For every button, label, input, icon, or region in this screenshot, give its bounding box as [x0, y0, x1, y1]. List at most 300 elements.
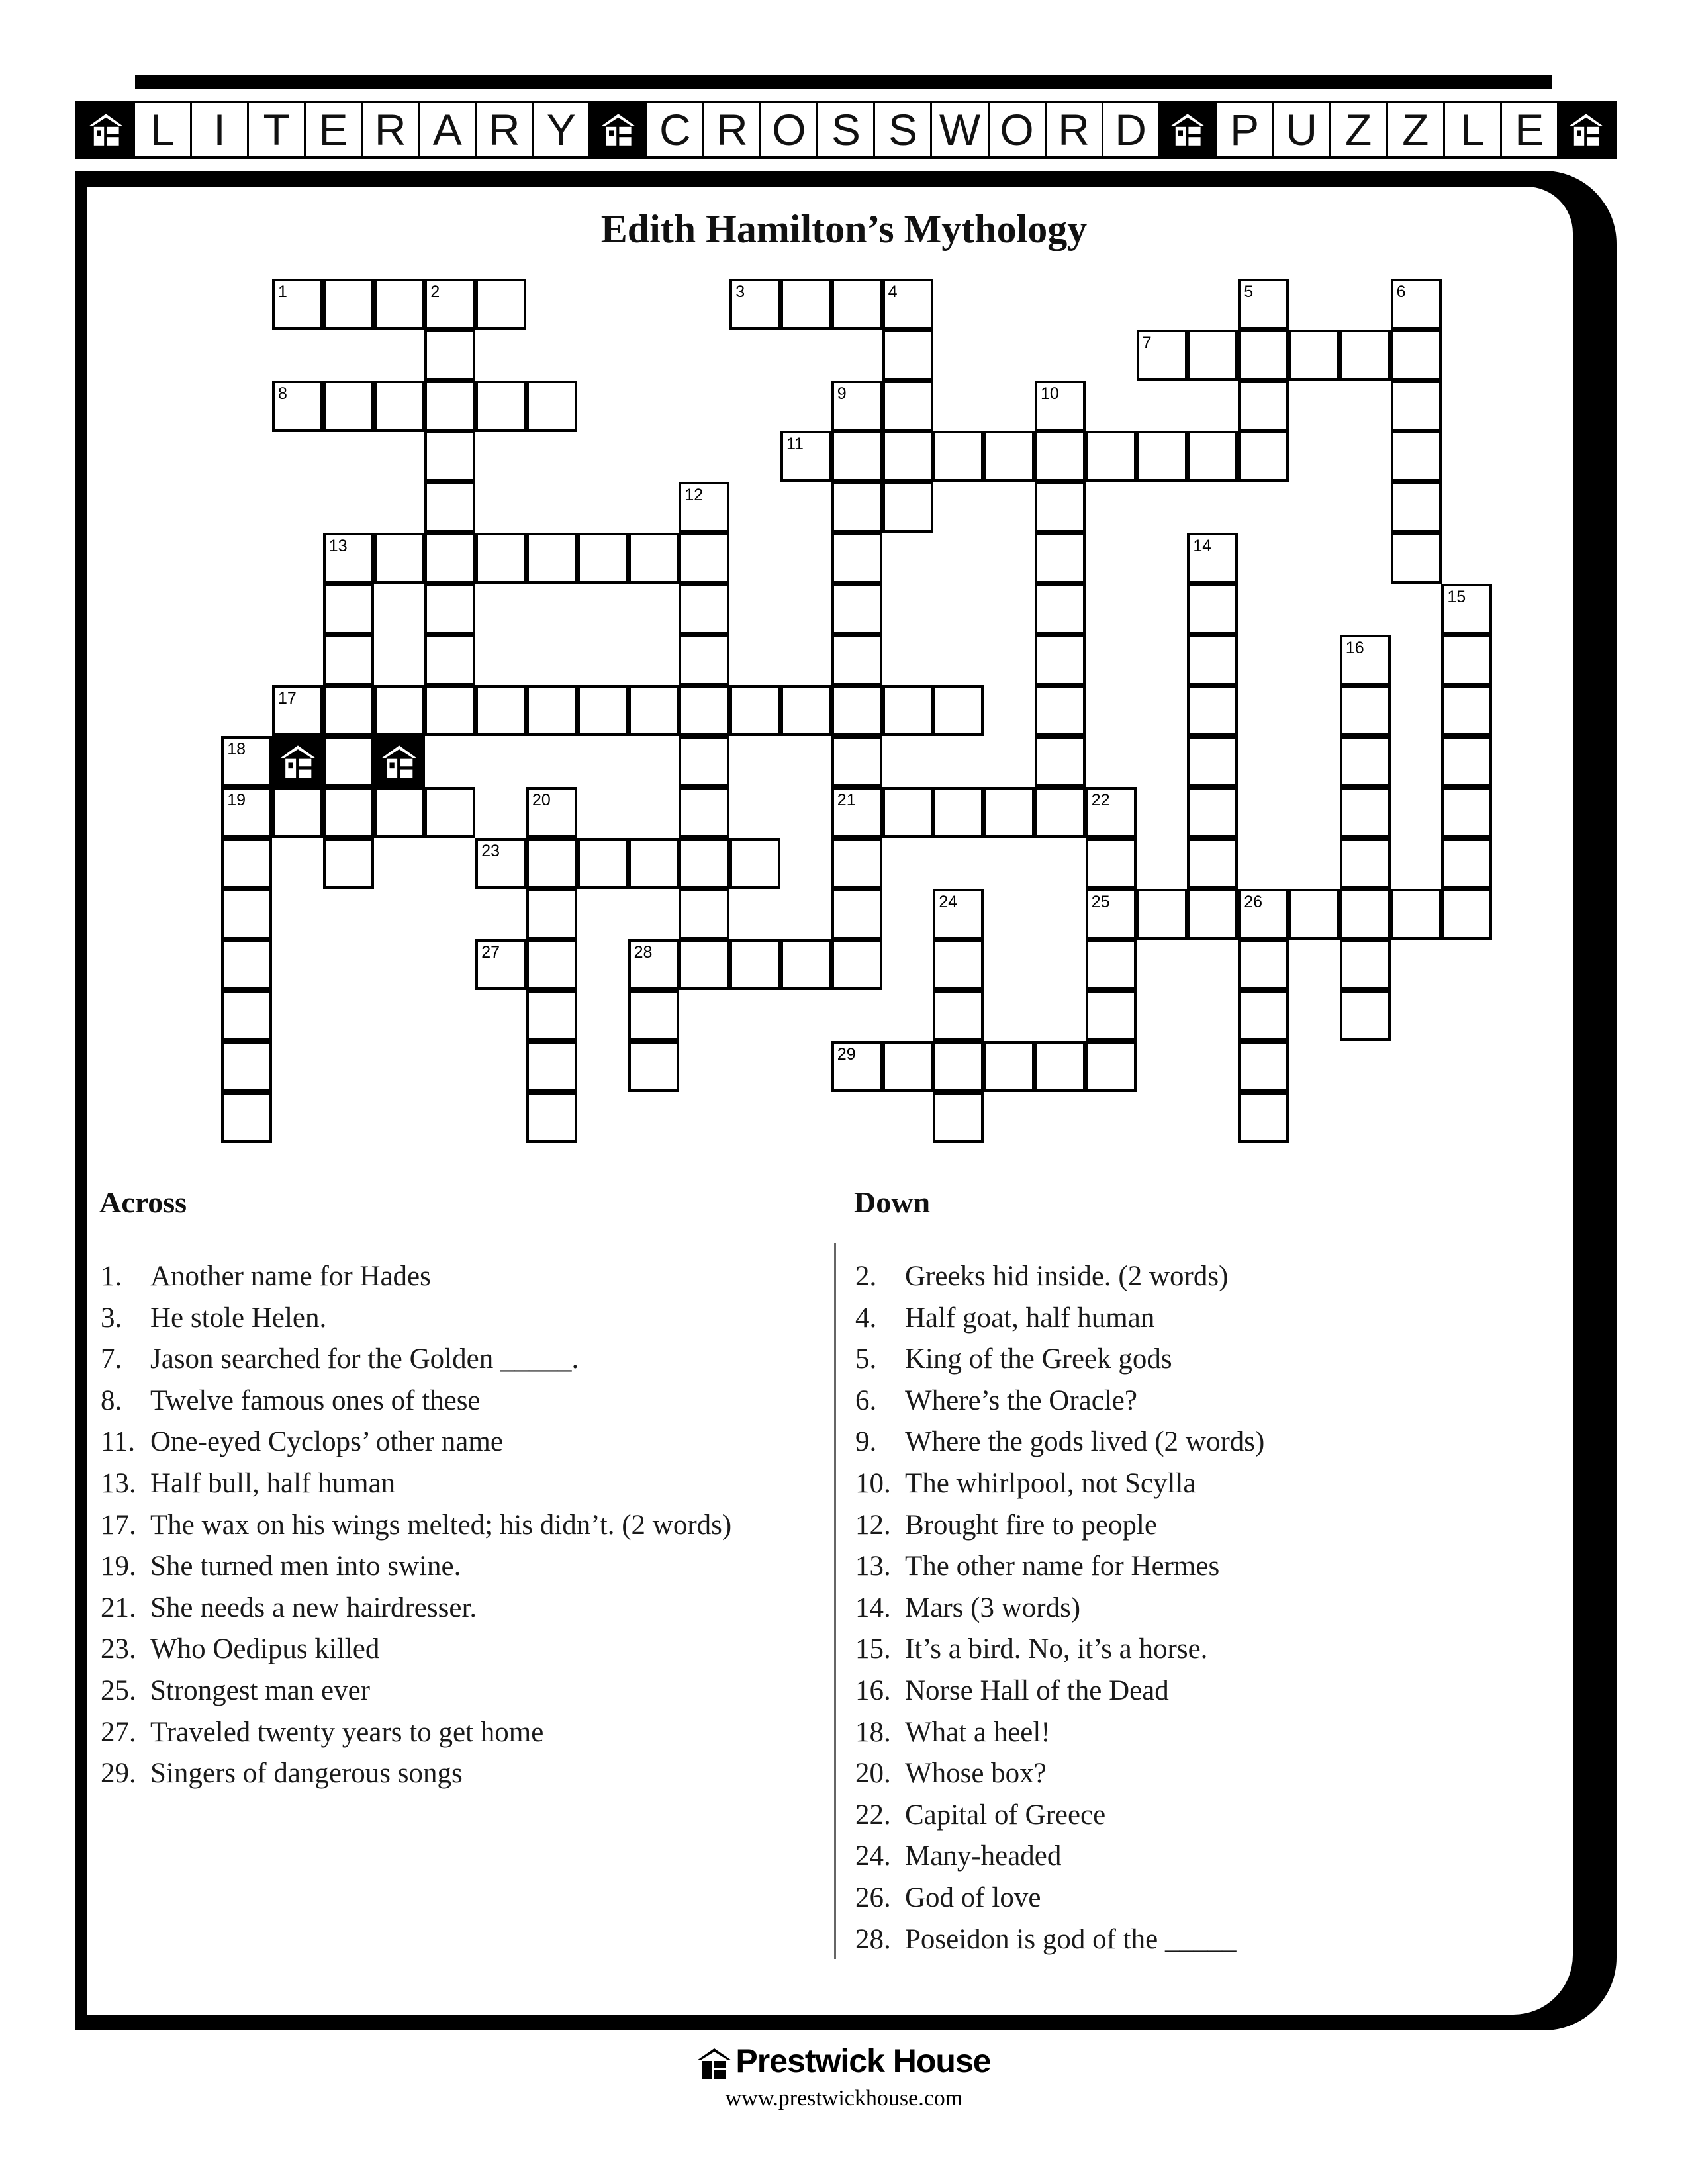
- crossword-cell[interactable]: [526, 939, 577, 990]
- crossword-cell[interactable]: [729, 838, 780, 889]
- crossword-cell[interactable]: [272, 685, 323, 736]
- crossword-cell[interactable]: [272, 279, 323, 330]
- crossword-cell[interactable]: [729, 279, 780, 330]
- banner-letter: W: [932, 103, 989, 156]
- crossword-cell[interactable]: [1086, 838, 1137, 889]
- clue-text: Another name for Hades: [150, 1261, 431, 1292]
- crossword-cell[interactable]: [1086, 990, 1137, 1041]
- clue-text: Norse Hall of the Dead: [905, 1674, 1169, 1706]
- down-clue: [855, 1339, 1264, 1381]
- crossword-cell[interactable]: [933, 787, 984, 838]
- clue-number: 1: [278, 283, 287, 301]
- clue-num: 18.: [855, 1716, 891, 1748]
- crossword-cell[interactable]: [526, 787, 577, 838]
- house-logo-icon: [697, 2048, 731, 2080]
- banner-letter: U: [1274, 103, 1331, 156]
- crossword-cell[interactable]: [323, 381, 374, 432]
- crossword-cell[interactable]: [679, 736, 729, 787]
- across-clue: [101, 1505, 731, 1547]
- clue-num: 4.: [855, 1302, 877, 1334]
- down-clue: [855, 1381, 1264, 1422]
- banner-letter: R: [704, 103, 761, 156]
- crossword-cell[interactable]: [475, 279, 526, 330]
- crossword-cell[interactable]: [475, 939, 526, 990]
- crossword-cell[interactable]: [1187, 533, 1238, 584]
- crossword-cell[interactable]: [272, 381, 323, 432]
- crossword-cell[interactable]: [1238, 381, 1289, 432]
- crossword-cell[interactable]: [1187, 431, 1238, 482]
- clue-text: Who Oedipus killed: [150, 1633, 380, 1665]
- across-clue: [101, 1463, 731, 1505]
- crossword-cell[interactable]: [475, 533, 526, 584]
- across-clue: [101, 1381, 731, 1422]
- crossword-cell[interactable]: [1035, 533, 1086, 584]
- clue-text: Greeks hid inside. (2 words): [905, 1261, 1229, 1292]
- banner-letter: S: [875, 103, 932, 156]
- house-logo-icon: [1568, 111, 1605, 148]
- clue-number: 16: [1345, 638, 1364, 657]
- banner-letter: E: [1502, 103, 1559, 156]
- crossword-cell[interactable]: [526, 1041, 577, 1092]
- clue-number: 25: [1091, 892, 1110, 911]
- crossword-cell[interactable]: [323, 685, 374, 736]
- crossword-cell[interactable]: [1289, 889, 1340, 940]
- title-banner: [75, 101, 1617, 159]
- crossword-cell[interactable]: [221, 1092, 272, 1143]
- crossword-cell[interactable]: [984, 1041, 1035, 1092]
- crossword-cell[interactable]: [831, 431, 882, 482]
- crossword-cell[interactable]: [1086, 939, 1137, 990]
- crossword-cell[interactable]: [1035, 584, 1086, 635]
- crossword-cell[interactable]: [831, 279, 882, 330]
- crossword-cell[interactable]: [882, 482, 933, 533]
- crossword-cell[interactable]: [221, 990, 272, 1041]
- down-clue-list: [855, 1256, 1264, 1960]
- clue-num: 19.: [101, 1551, 136, 1582]
- crossword-cell[interactable]: [679, 533, 729, 584]
- banner-letter: Y: [534, 103, 590, 156]
- banner-letter: I: [192, 103, 249, 156]
- banner-letter: Z: [1388, 103, 1445, 156]
- crossword-cell[interactable]: [1441, 736, 1492, 787]
- crossword-cell[interactable]: [831, 533, 882, 584]
- crossword-cell[interactable]: [526, 1092, 577, 1143]
- clue-text: Many-headed: [905, 1841, 1062, 1872]
- crossword-cell[interactable]: [1289, 330, 1340, 381]
- house-logo-icon: [87, 111, 124, 148]
- crossword-cell[interactable]: [628, 533, 679, 584]
- clue-number: 5: [1244, 283, 1254, 301]
- crossword-cell[interactable]: [221, 889, 272, 940]
- clue-text: He stole Helen.: [150, 1302, 327, 1334]
- crossword-cell[interactable]: [1035, 635, 1086, 686]
- crossword-cell[interactable]: [628, 838, 679, 889]
- down-heading: Down: [854, 1185, 931, 1219]
- crossword-cell[interactable]: [323, 279, 374, 330]
- crossword-cell[interactable]: [1340, 889, 1391, 940]
- banner-letter: D: [1103, 103, 1160, 156]
- clue-num: 22.: [855, 1799, 891, 1831]
- banner-letter: A: [420, 103, 477, 156]
- crossword-cell[interactable]: [323, 787, 374, 838]
- crossword-cell[interactable]: [780, 279, 831, 330]
- crossword-cell[interactable]: [933, 431, 984, 482]
- crossword-cell[interactable]: [1391, 482, 1442, 533]
- crossword-cell[interactable]: [475, 685, 526, 736]
- down-clue: [855, 1878, 1264, 1919]
- across-clue: [101, 1588, 731, 1629]
- crossword-cell[interactable]: [1441, 584, 1492, 635]
- crossword-cell[interactable]: [831, 635, 882, 686]
- crossword-cell[interactable]: [221, 1041, 272, 1092]
- crossword-cell[interactable]: [831, 889, 882, 940]
- clue-num: 15.: [855, 1633, 891, 1665]
- crossword-cell[interactable]: [1238, 279, 1289, 330]
- clue-text: Capital of Greece: [905, 1799, 1106, 1831]
- crossword-cell[interactable]: [1340, 787, 1391, 838]
- crossword-cell[interactable]: [780, 939, 831, 990]
- crossword-cell[interactable]: [679, 939, 729, 990]
- footer-url: www.prestwickhouse.com: [725, 2086, 963, 2111]
- clue-text: Traveled twenty years to get home: [150, 1716, 544, 1748]
- clue-text: Mars (3 words): [905, 1592, 1081, 1623]
- crossword-cell[interactable]: [1391, 279, 1442, 330]
- clue-num: 14.: [855, 1592, 891, 1623]
- clue-text: The wax on his wings melted; his didn’t. (2 words): [150, 1509, 732, 1541]
- crossword-cell[interactable]: [1238, 889, 1289, 940]
- crossword-cell[interactable]: [1187, 787, 1238, 838]
- clue-num: 2.: [855, 1261, 877, 1292]
- crossword-cell[interactable]: [1086, 431, 1137, 482]
- clue-number: 6: [1396, 283, 1406, 301]
- clue-number: 9: [837, 384, 847, 403]
- crossword-cell[interactable]: [424, 685, 475, 736]
- clue-number: 20: [532, 791, 551, 809]
- crossword-cell[interactable]: [1137, 330, 1188, 381]
- house-logo-icon: [380, 743, 418, 781]
- crossword-cell[interactable]: [526, 838, 577, 889]
- down-clue: [855, 1505, 1264, 1547]
- crossword-cell[interactable]: [424, 381, 475, 432]
- crossword-cell[interactable]: [882, 685, 933, 736]
- crossword-cell[interactable]: [1238, 990, 1289, 1041]
- clue-num: 23.: [101, 1633, 136, 1665]
- crossword-cell[interactable]: [526, 889, 577, 940]
- crossword-cell[interactable]: [780, 431, 831, 482]
- crossword-cell[interactable]: [729, 685, 780, 736]
- clue-text: Brought fire to people: [905, 1509, 1157, 1541]
- clue-num: 28.: [855, 1923, 891, 1955]
- crossword-cell[interactable]: [323, 838, 374, 889]
- down-clue: [855, 1588, 1264, 1629]
- crossword-cell[interactable]: [831, 838, 882, 889]
- down-clue: [855, 1795, 1264, 1837]
- crossword-cell[interactable]: [1035, 787, 1086, 838]
- clue-num: 24.: [855, 1841, 891, 1872]
- crossword-cell[interactable]: [1340, 939, 1391, 990]
- crossword-cell[interactable]: [1035, 482, 1086, 533]
- crossword-cell[interactable]: [628, 990, 679, 1041]
- banner-logo-tile: [1160, 103, 1217, 156]
- banner-logo-tile: [590, 103, 647, 156]
- clue-number: 28: [633, 943, 653, 962]
- crossword-cell[interactable]: [1187, 685, 1238, 736]
- banner-letter: S: [818, 103, 875, 156]
- clue-number: 2: [430, 283, 440, 301]
- crossword-cell[interactable]: [1187, 330, 1238, 381]
- banner-logo-tile: [78, 103, 135, 156]
- banner-letter: L: [1445, 103, 1502, 156]
- clue-text: Poseidon is god of the _____: [905, 1923, 1237, 1955]
- clue-number: 7: [1142, 333, 1152, 352]
- crossword-cell[interactable]: [628, 939, 679, 990]
- crossword-cell[interactable]: [679, 787, 729, 838]
- crossword-cell[interactable]: [323, 635, 374, 686]
- crossword-cell[interactable]: [272, 787, 323, 838]
- crossword-cell[interactable]: [933, 939, 984, 990]
- crossword-cell[interactable]: [1137, 431, 1188, 482]
- crossword-cell[interactable]: [424, 482, 475, 533]
- clue-num: 27.: [101, 1716, 136, 1748]
- down-clue: [855, 1463, 1264, 1505]
- down-clue: [855, 1919, 1264, 1961]
- crossword-cell[interactable]: [221, 787, 272, 838]
- crossword-cell[interactable]: [526, 533, 577, 584]
- crossword-cell[interactable]: [323, 736, 374, 787]
- footer-logo: [0, 2042, 1688, 2080]
- crossword-cell[interactable]: [1086, 1041, 1137, 1092]
- clue-number: 24: [939, 892, 958, 911]
- house-logo-icon: [279, 743, 317, 781]
- crossword-cell[interactable]: [1340, 838, 1391, 889]
- crossword-cell[interactable]: [882, 431, 933, 482]
- down-clue: [855, 1422, 1264, 1463]
- clue-number: 19: [227, 791, 246, 809]
- across-clue: [101, 1670, 731, 1712]
- crossword-cell[interactable]: [1238, 1041, 1289, 1092]
- crossword-cell[interactable]: [424, 330, 475, 381]
- crossword-cell[interactable]: [374, 381, 425, 432]
- crossword-cell[interactable]: [1441, 635, 1492, 686]
- banner-letter: R: [363, 103, 420, 156]
- clue-number: 10: [1041, 384, 1059, 403]
- clue-num: 29.: [101, 1758, 136, 1790]
- crossword-cell[interactable]: [933, 1092, 984, 1143]
- clue-num: 16.: [855, 1674, 891, 1706]
- puzzle-title: Edith Hamilton’s Mythology: [600, 207, 1088, 251]
- crossword-cell[interactable]: [526, 685, 577, 736]
- crossword-cell[interactable]: [1238, 330, 1289, 381]
- clue-num: 1.: [101, 1261, 122, 1292]
- down-clue: [855, 1836, 1264, 1878]
- crossword-cell[interactable]: [577, 533, 628, 584]
- crossword-cell[interactable]: [933, 889, 984, 940]
- clue-num: 3.: [101, 1302, 122, 1334]
- clue-number: 4: [888, 283, 898, 301]
- crossword-cell[interactable]: [221, 736, 272, 787]
- crossword-cell[interactable]: [628, 1041, 679, 1092]
- crossword-cell[interactable]: [780, 685, 831, 736]
- banner-letter: R: [1047, 103, 1103, 156]
- clue-text: Singers of dangerous songs: [150, 1758, 463, 1790]
- crossword-cell[interactable]: [882, 787, 933, 838]
- crossword-cell[interactable]: [1391, 381, 1442, 432]
- crossword-cell[interactable]: [577, 838, 628, 889]
- crossword-cell[interactable]: [984, 787, 1035, 838]
- clue-text: Twelve famous ones of these: [150, 1385, 481, 1416]
- crossword-cell[interactable]: [933, 990, 984, 1041]
- across-clue: [101, 1629, 731, 1670]
- banner-letter: C: [647, 103, 704, 156]
- crossword-cell[interactable]: [831, 584, 882, 635]
- crossword-cell[interactable]: [1441, 787, 1492, 838]
- crossword-cell[interactable]: [1035, 736, 1086, 787]
- down-clue: [855, 1546, 1264, 1588]
- clue-number: 26: [1244, 892, 1262, 911]
- crossword-cell[interactable]: [1137, 889, 1188, 940]
- crossword-cell[interactable]: [424, 533, 475, 584]
- clue-text: She turned men into swine.: [150, 1551, 461, 1582]
- clue-number: 8: [278, 384, 287, 403]
- clue-number: 29: [837, 1045, 856, 1064]
- crossword-cell[interactable]: [882, 381, 933, 432]
- crossword-cell[interactable]: [323, 584, 374, 635]
- blocked-logo-cell: [272, 736, 323, 787]
- crossword-cell[interactable]: [1340, 736, 1391, 787]
- crossword-cell[interactable]: [221, 838, 272, 889]
- clue-num: 25.: [101, 1674, 136, 1706]
- clue-text: Jason searched for the Golden _____.: [150, 1343, 579, 1375]
- clue-number: 23: [481, 841, 500, 860]
- crossword-cell[interactable]: [1340, 685, 1391, 736]
- clue-text: It’s a bird. No, it’s a horse.: [905, 1633, 1208, 1665]
- crossword-cell[interactable]: [374, 279, 425, 330]
- clue-number: 21: [837, 791, 856, 809]
- crossword-cell[interactable]: [1238, 939, 1289, 990]
- crossword-cell[interactable]: [1086, 889, 1137, 940]
- crossword-cell[interactable]: [831, 939, 882, 990]
- crossword-cell[interactable]: [1187, 889, 1238, 940]
- clue-num: 12.: [855, 1509, 891, 1541]
- crossword-cell[interactable]: [1391, 889, 1442, 940]
- crossword-cell[interactable]: [1340, 330, 1391, 381]
- crossword-cell[interactable]: [831, 482, 882, 533]
- crossword-cell[interactable]: [679, 635, 729, 686]
- crossword-cell[interactable]: [424, 635, 475, 686]
- crossword-cell[interactable]: [679, 838, 729, 889]
- crossword-cell[interactable]: [933, 1041, 984, 1092]
- down-clue: [855, 1256, 1264, 1298]
- crossword-cell[interactable]: [424, 279, 475, 330]
- clue-text: King of the Greek gods: [905, 1343, 1172, 1375]
- crossword-cell[interactable]: [679, 482, 729, 533]
- crossword-cell[interactable]: [323, 533, 374, 584]
- crossword-cell[interactable]: [1238, 1092, 1289, 1143]
- crossword-cell[interactable]: [831, 381, 882, 432]
- clue-text: She needs a new hairdresser.: [150, 1592, 477, 1623]
- banner-letter: P: [1217, 103, 1274, 156]
- clue-num: 20.: [855, 1758, 891, 1790]
- crossword-cell[interactable]: [882, 279, 933, 330]
- crossword-cell[interactable]: [1441, 889, 1492, 940]
- crossword-cell[interactable]: [882, 330, 933, 381]
- across-clue-list: [101, 1256, 731, 1795]
- across-clue: [101, 1256, 731, 1298]
- crossword-cell[interactable]: [1187, 838, 1238, 889]
- crossword-cell[interactable]: [831, 787, 882, 838]
- down-clue: [855, 1670, 1264, 1712]
- house-logo-icon: [600, 111, 637, 148]
- crossword-cell[interactable]: [374, 787, 425, 838]
- clue-text: The whirlpool, not Scylla: [905, 1467, 1196, 1499]
- crossword-cell[interactable]: [729, 939, 780, 990]
- crossword-cell[interactable]: [1035, 1041, 1086, 1092]
- crossword-cell[interactable]: [526, 990, 577, 1041]
- crossword-cell[interactable]: [679, 584, 729, 635]
- crossword-cell[interactable]: [831, 1041, 882, 1092]
- clue-num: 26.: [855, 1882, 891, 1913]
- crossword-cell[interactable]: [679, 889, 729, 940]
- crossword-cell[interactable]: [577, 685, 628, 736]
- crossword-cell[interactable]: [1035, 685, 1086, 736]
- crossword-cell[interactable]: [424, 787, 475, 838]
- crossword-cell[interactable]: [1340, 990, 1391, 1041]
- down-clue: [855, 1712, 1264, 1754]
- crossword-cell[interactable]: [221, 939, 272, 990]
- crossword-cell[interactable]: [374, 685, 425, 736]
- across-clue: [101, 1712, 731, 1754]
- clue-number: 3: [735, 283, 745, 301]
- crossword-cell[interactable]: [933, 685, 984, 736]
- across-clue: [101, 1422, 731, 1463]
- across-clue: [101, 1298, 731, 1340]
- across-clue: [101, 1339, 731, 1381]
- clue-number: 15: [1447, 587, 1466, 606]
- crossword-cell[interactable]: [679, 685, 729, 736]
- crossword-cell[interactable]: [424, 584, 475, 635]
- crossword-cell[interactable]: [831, 736, 882, 787]
- crossword-cell[interactable]: [628, 685, 679, 736]
- clue-number: 12: [684, 486, 704, 505]
- crossword-cell[interactable]: [475, 381, 526, 432]
- crossword-cell[interactable]: [424, 431, 475, 482]
- down-clue: [855, 1298, 1264, 1340]
- crossword-cell[interactable]: [1441, 838, 1492, 889]
- crossword-cell[interactable]: [1441, 685, 1492, 736]
- crossword-cell[interactable]: [1391, 533, 1442, 584]
- clue-text: Where’s the Oracle?: [905, 1385, 1137, 1416]
- crossword-cell[interactable]: [1035, 431, 1086, 482]
- crossword-cell[interactable]: [1340, 635, 1391, 686]
- crossword-cell[interactable]: [475, 838, 526, 889]
- crossword-cell[interactable]: [882, 1041, 933, 1092]
- crossword-cell[interactable]: [1035, 381, 1086, 432]
- crossword-cell[interactable]: [1086, 787, 1137, 838]
- banner-letter: O: [761, 103, 818, 156]
- crossword-cell[interactable]: [1187, 736, 1238, 787]
- crossword-cell[interactable]: [374, 533, 425, 584]
- clue-num: 9.: [855, 1426, 877, 1458]
- crossword-cell[interactable]: [1391, 330, 1442, 381]
- crossword-cell[interactable]: [1187, 635, 1238, 686]
- crossword-cell[interactable]: [831, 685, 882, 736]
- clue-number: 14: [1193, 537, 1212, 555]
- crossword-cell[interactable]: [1238, 431, 1289, 482]
- crossword-cell[interactable]: [984, 431, 1035, 482]
- crossword-cell[interactable]: [1391, 431, 1442, 482]
- crossword-cell[interactable]: [1187, 584, 1238, 635]
- crossword-cell[interactable]: [526, 381, 577, 432]
